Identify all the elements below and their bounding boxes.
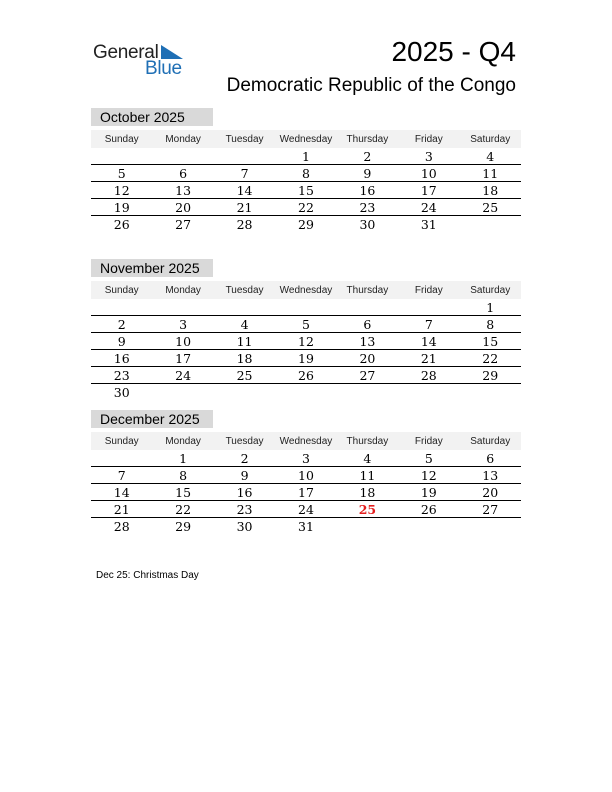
day-cell: 12	[298, 333, 314, 349]
day-cell: 16	[113, 350, 130, 366]
page-title: 2025 - Q4	[391, 36, 516, 67]
day-cell: 14	[420, 333, 437, 349]
day-cell: 24	[420, 199, 437, 215]
logo	[93, 42, 193, 78]
day-cell: 12	[420, 467, 437, 483]
day-cell: 19	[113, 199, 130, 215]
day-cell: 6	[486, 450, 495, 466]
logo-general-text: General	[93, 42, 159, 63]
logo-blue-text: Blue	[145, 58, 182, 79]
month-december	[91, 410, 521, 534]
day-cell: 24	[298, 501, 314, 517]
weekday-label: Saturday	[470, 133, 511, 145]
day-cell: 8	[486, 316, 495, 332]
day-cell: 15	[298, 182, 314, 198]
day-cell: 7	[240, 165, 249, 181]
day-cell: 21	[113, 501, 130, 517]
day-cell: 24	[175, 367, 192, 383]
day-cell: 1	[302, 148, 310, 164]
day-cell: 15	[482, 333, 499, 349]
day-cell: 7	[117, 467, 126, 483]
day-cell: 22	[175, 501, 192, 517]
day-cell: 1	[486, 299, 495, 315]
weekday-label: Saturday	[470, 435, 511, 447]
weekday-label: Tuesday	[225, 435, 264, 447]
day-cell: 23	[359, 199, 376, 215]
week-row	[91, 450, 521, 467]
week-row	[91, 333, 521, 350]
week-row	[91, 367, 521, 384]
weekday-label: Sunday	[104, 133, 139, 145]
day-cell: 28	[236, 216, 253, 232]
day-cell: 20	[175, 199, 192, 215]
month-label: October 2025	[91, 108, 213, 126]
day-cell: 4	[240, 316, 249, 332]
month-label: December 2025	[91, 410, 213, 428]
week-row	[91, 299, 521, 316]
day-cell: 6	[179, 165, 188, 181]
month-november	[91, 259, 521, 400]
weekday-label: Wednesday	[279, 435, 333, 447]
week-row	[91, 199, 521, 216]
holiday-note: Dec 25: Christmas Day	[96, 570, 199, 581]
day-cell: 12	[113, 182, 130, 198]
month-label: November 2025	[91, 259, 213, 277]
week-row	[91, 165, 521, 182]
weekday-label: Wednesday	[279, 133, 333, 145]
weekday-label: Sunday	[104, 284, 139, 296]
week-row	[91, 384, 521, 400]
day-cell: 8	[179, 467, 188, 483]
day-cell: 2	[363, 148, 372, 164]
day-cell: 1	[179, 450, 188, 466]
weekday-label: Monday	[165, 133, 201, 145]
day-cell: 10	[420, 165, 437, 181]
day-cell: 29	[298, 216, 314, 232]
day-cell: 18	[359, 484, 376, 500]
day-cell: 15	[175, 484, 192, 500]
week-row	[91, 182, 521, 199]
day-cell: 13	[359, 333, 376, 349]
weekday-label: Wednesday	[279, 284, 333, 296]
day-cell: 5	[302, 316, 310, 332]
day-cell: 9	[363, 165, 372, 181]
day-cell: 21	[236, 199, 253, 215]
weekday-header-row	[91, 130, 521, 148]
day-cell: 29	[175, 518, 192, 534]
logo-triangle-icon	[161, 45, 183, 59]
day-cell: 11	[236, 333, 253, 349]
day-cell: 26	[298, 367, 314, 383]
weekday-header-row	[91, 281, 521, 299]
day-cell: 19	[420, 484, 437, 500]
week-row	[91, 467, 521, 484]
day-cell: 11	[359, 467, 376, 483]
weekday-label: Monday	[165, 284, 201, 296]
day-cell: 11	[482, 165, 499, 181]
day-cell: 25	[358, 501, 377, 517]
month-october	[91, 108, 521, 232]
week-row	[91, 484, 521, 501]
day-cell: 31	[298, 518, 314, 534]
weekday-label: Monday	[165, 435, 201, 447]
day-cell: 31	[420, 216, 437, 232]
day-cell: 25	[236, 367, 253, 383]
week-row	[91, 316, 521, 333]
day-cell: 20	[482, 484, 499, 500]
weekday-label: Friday	[414, 435, 443, 447]
weekday-label: Tuesday	[225, 284, 264, 296]
day-cell: 23	[113, 367, 130, 383]
day-cell: 10	[298, 467, 314, 483]
day-cell: 17	[175, 350, 192, 366]
day-cell: 5	[117, 165, 126, 181]
day-cell: 13	[175, 182, 192, 198]
day-cell: 18	[236, 350, 253, 366]
week-row	[91, 518, 521, 534]
day-cell: 4	[486, 148, 495, 164]
day-cell: 23	[236, 501, 253, 517]
week-row	[91, 216, 521, 232]
day-cell: 14	[236, 182, 253, 198]
day-cell: 28	[420, 367, 437, 383]
day-cell: 3	[179, 316, 188, 332]
day-cell: 5	[424, 450, 433, 466]
country-name: Democratic Republic of the Congo	[226, 75, 516, 96]
day-cell: 9	[117, 333, 126, 349]
week-row	[91, 501, 521, 518]
day-cell: 26	[113, 216, 130, 232]
day-cell: 22	[298, 199, 314, 215]
day-cell: 16	[236, 484, 253, 500]
day-cell: 6	[363, 316, 372, 332]
weekday-label: Sunday	[104, 435, 139, 447]
day-cell: 4	[363, 450, 372, 466]
day-cell: 17	[420, 182, 437, 198]
day-cell: 30	[236, 518, 253, 534]
day-cell: 8	[302, 165, 310, 181]
week-row	[91, 350, 521, 367]
day-cell: 29	[482, 367, 499, 383]
day-cell: 9	[240, 467, 249, 483]
day-cell: 27	[482, 501, 499, 517]
weekday-label: Friday	[414, 284, 443, 296]
weekday-header-row	[91, 432, 521, 450]
day-cell: 22	[482, 350, 499, 366]
day-cell: 16	[359, 182, 376, 198]
day-cell: 30	[113, 384, 130, 400]
day-cell: 21	[420, 350, 437, 366]
day-cell: 3	[424, 148, 433, 164]
day-cell: 30	[359, 216, 376, 232]
day-cell: 19	[298, 350, 314, 366]
day-cell: 2	[117, 316, 126, 332]
weekday-label: Thursday	[346, 133, 389, 145]
day-cell: 26	[420, 501, 437, 517]
day-cell: 2	[240, 450, 249, 466]
day-cell: 25	[482, 199, 499, 215]
day-cell: 18	[482, 182, 499, 198]
weekday-label: Tuesday	[225, 133, 264, 145]
weekday-label: Saturday	[470, 284, 511, 296]
day-cell: 17	[298, 484, 314, 500]
day-cell: 10	[175, 333, 192, 349]
day-cell: 13	[482, 467, 499, 483]
day-cell: 28	[113, 518, 130, 534]
day-cell: 7	[424, 316, 433, 332]
weekday-label: Friday	[414, 133, 443, 145]
day-cell: 14	[113, 484, 130, 500]
day-cell: 27	[359, 367, 376, 383]
week-row	[91, 148, 521, 165]
weekday-label: Thursday	[346, 435, 389, 447]
day-cell: 27	[175, 216, 192, 232]
weekday-label: Thursday	[346, 284, 389, 296]
day-cell: 3	[302, 450, 310, 466]
day-cell: 20	[359, 350, 376, 366]
